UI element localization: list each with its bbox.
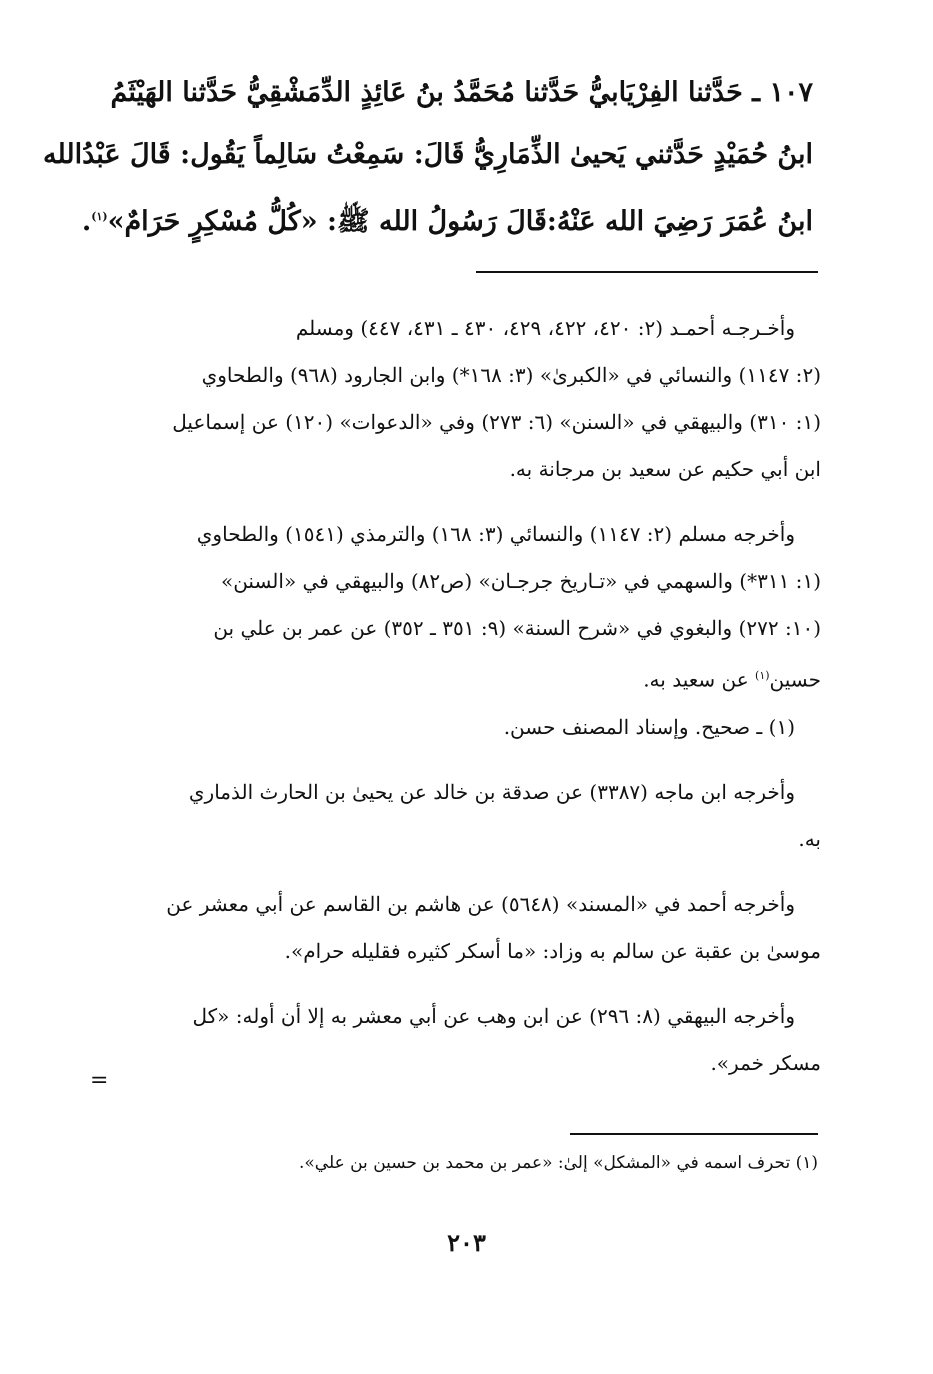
note-paragraph [121,993,821,1087]
takhrij-notes [121,305,821,1105]
note-text: عن سعيد به. [643,667,749,692]
hadith-line-text: ابنُ عُمَرَ رَضِيَ الله عَنْهُ:قَالَ رَسُولُ الله ﷺ: «كُلُّ مُسْكِرٍ حَرَامٌ» [107,206,813,237]
note-paragraph [121,881,821,975]
note-line: وأخـرجـه أحمـد (٢: ٤٢٠، ٤٢٢، ٤٢٩، ٤٣٠ ـ ٤٣١، ٤٤٧) ومسلم [295,316,795,340]
note-text: حسين [769,667,821,692]
grading-line: (١) ـ صحيح. وإسناد المصنف حسن. [503,714,795,739]
note-line: (٢: ١١٤٧) والنسائي في «الكبرىٰ» (٣: ١٦٨*) وابن الجارود (٩٦٨) والطحاوي [201,363,821,387]
hadith-line: ١٠٧ ـ حَدَّثنا الفِرْيَابيُّ حَدَّثنا مُحَمَّدُ بنُ عَائِذٍ الدِّمَشْقِيُّ حَدَّثنا الهَيْثَمُ [110,77,813,108]
note-paragraph [121,305,821,493]
note-line: (١٠: ٢٧٢) والبغوي في «شرح السنة» (٩: ٣٥١ ـ ٣٥٢) عن عمر بن علي بن [213,616,821,640]
footnote-ref: (١) [91,210,108,223]
footnote-ref: (١) [755,669,770,682]
continuation-mark: = [90,1068,109,1093]
footnote: (١) تحرف اسمه في «المشكل» إلىٰ: «عمر بن محمد بن حسين بن علي». [298,1153,818,1173]
hadith-end: . [81,206,92,237]
note-line [121,652,821,704]
note-line: وأخرجه أحمد في «المسند» (٥٦٤٨) عن هاشم بن القاسم عن أبي معشر عن [166,891,795,916]
footnote-separator [570,1133,818,1135]
hadith-line: ابنُ حُمَيْدٍ حَدَّثني يَحيىٰ الذِّمَارِيُّ قَالَ: سَمِعْتُ سَالِماً يَقُول: قَالَ عَبْدُالله [42,139,813,170]
page-number: ٢٠٣ [447,1228,486,1257]
note-line: ابن أبي حكيم عن سعيد بن مرجانة به. [509,457,821,481]
note-line: وأخرجه مسلم (٢: ١١٤٧) والنسائي (٣: ١٦٨) والترمذي (١٥٤١) والطحاوي [196,522,795,546]
note-line: به. [798,826,821,851]
note-paragraph [121,511,821,751]
hadith-line [81,186,813,253]
hadith-text [42,62,813,253]
note-line: موسىٰ بن عقبة عن سالم به وزاد: «ما أسكر كثيره فقليله حرام». [284,938,821,963]
note-line: (١: ٣١٠) والبيهقي في «السنن» (٦: ٢٧٣) وفي «الدعوات» (١٢٠) عن إسماعيل [172,410,821,434]
note-line: وأخرجه البيهقي (٨: ٢٩٦) عن ابن وهب عن أبي معشر به إلا أن أوله: «كل [192,1003,795,1028]
note-line: مسكر خمر». [710,1050,821,1075]
note-paragraph [121,769,821,863]
note-line: وأخرجه ابن ماجه (٣٣٨٧) عن صدقة بن خالد عن يحيىٰ بن الحارث الذماري [188,779,795,804]
note-line: (١: ٣١١*) والسهمي في «تـاريخ جرجـان» (ص٨٢) والبيهقي في «السنن» [220,569,821,593]
separator-line [476,271,818,273]
